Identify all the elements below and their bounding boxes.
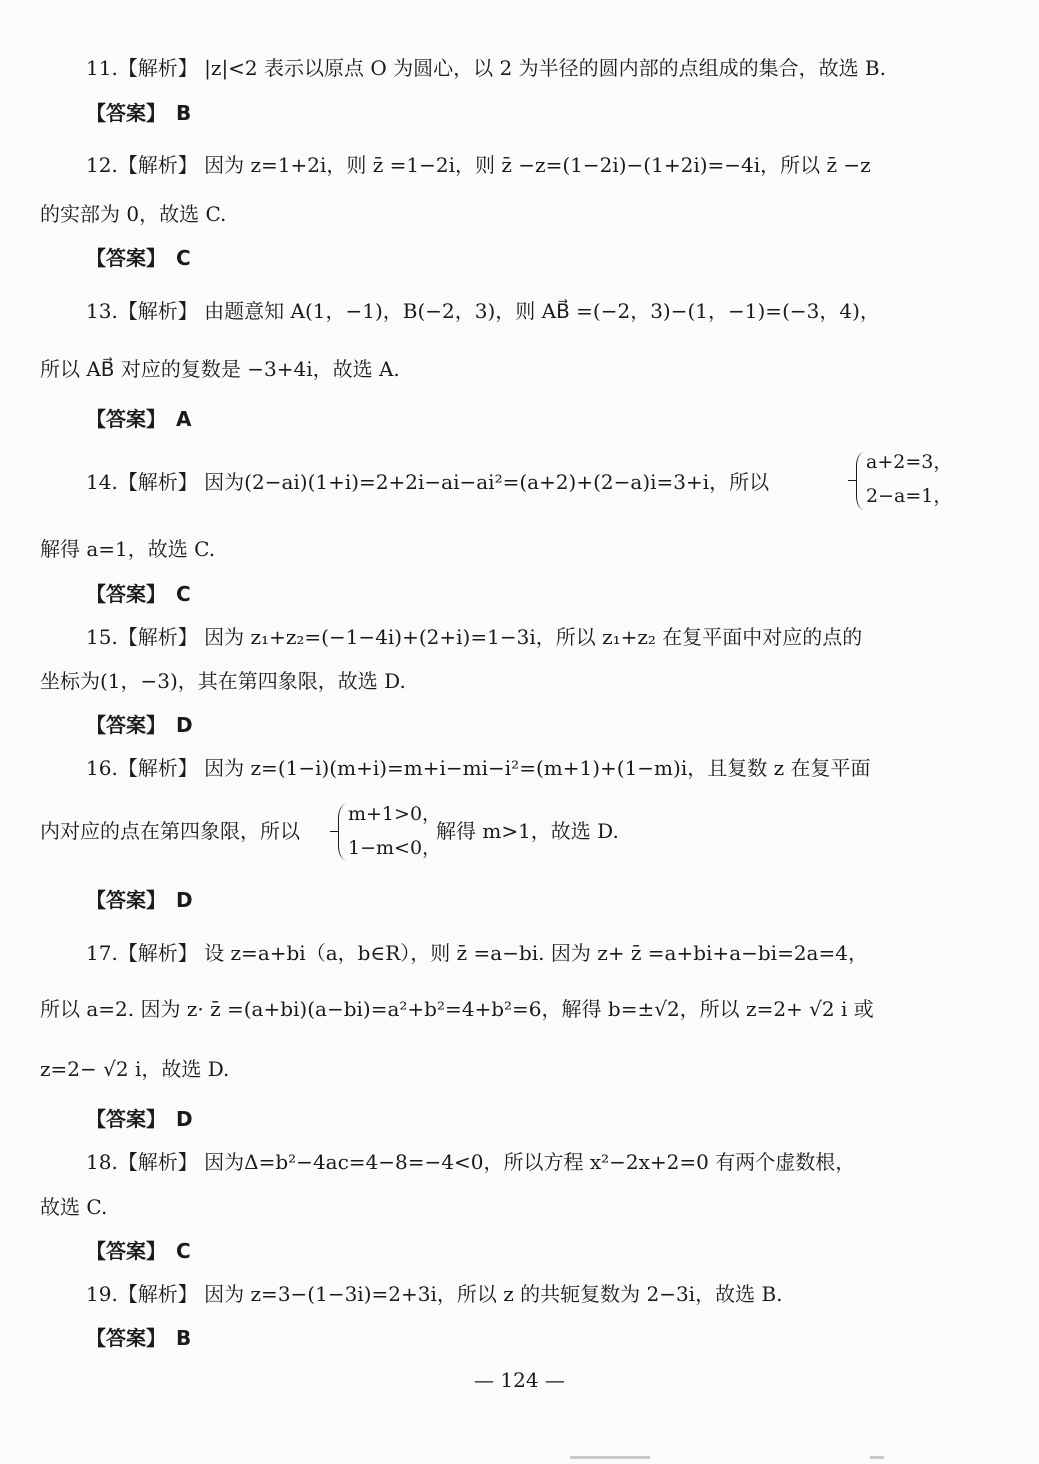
q17-line1: 17.【解析】 设 z=a+bi（a，b∈R），则 z̄ =a−bi. 因为 z+ z̄ =a+bi+a−bi=2a=4，	[86, 941, 868, 965]
q11-line1: 11.【解析】 |z|<2 表示以原点 O 为圆心，以 2 为半径的圆内部的点组成的集合，故选 B.	[86, 56, 886, 80]
q18-line2: 故选 C.	[40, 1195, 108, 1219]
q15-line2: 坐标为(1，−3)，其在第四象限，故选 D.	[40, 669, 406, 693]
q14-line1: 14.【解析】 因为(2−ai)(1+i)=2+2i−ai−ai²=(a+2)+(2−a)i=3+i，所以	[86, 470, 770, 494]
q16-line2-pre: 内对应的点在第四象限，所以	[40, 819, 300, 843]
page-number: — 124 —	[474, 1368, 565, 1392]
q13-line2: 所以 AB⃗ 对应的复数是 −3+4i，故选 A.	[40, 357, 400, 381]
q11-answer: 【答案】 B	[86, 101, 192, 125]
q17-answer: 【答案】 D	[86, 1107, 193, 1131]
q18-answer: 【答案】 C	[86, 1239, 191, 1263]
scan-artifact	[870, 1456, 884, 1459]
q17-line3: z=2− √2 i，故选 D.	[40, 1057, 230, 1081]
q14-system-brace	[856, 452, 865, 510]
q14-system-bottom: 2−a=1，	[866, 485, 953, 507]
q13-answer: 【答案】 A	[86, 407, 192, 431]
q15-line1: 15.【解析】 因为 z₁+z₂=(−1−4i)+(2+i)=1−3i，所以 z₁+z₂ 在复平面中对应的点的	[86, 625, 863, 649]
q19-line1: 19.【解析】 因为 z=3−(1−3i)=2+3i，所以 z 的共轭复数为 2−3i，故选 B.	[86, 1282, 783, 1306]
q13-line1: 13.【解析】 由题意知 A(1，−1)，B(−2，3)，则 AB⃗ =(−2，3)−(1，−1)=(−3，4)，	[86, 299, 880, 323]
q12-answer: 【答案】 C	[86, 246, 191, 270]
q19-answer: 【答案】 B	[86, 1326, 192, 1350]
q16-line2-post: 解得 m>1，故选 D.	[436, 819, 619, 843]
q16-system-bottom: 1−m<0，	[348, 837, 442, 859]
q14-system-top: a+2=3，	[866, 451, 953, 473]
q18-line1: 18.【解析】 因为Δ=b²−4ac=4−8=−4<0，所以方程 x²−2x+2=0 有两个虚数根，	[86, 1150, 856, 1174]
q16-answer: 【答案】 D	[86, 888, 193, 912]
q16-system-top: m+1>0，	[348, 803, 442, 825]
q12-line1: 12.【解析】 因为 z=1+2i，则 z̄ =1−2i，则 z̄ −z=(1−2i)−(1+2i)=−4i，所以 z̄ −z	[86, 153, 871, 177]
q16-system-brace	[338, 804, 347, 860]
q14-answer: 【答案】 C	[86, 582, 191, 606]
scan-artifact	[570, 1456, 650, 1459]
q14-line2: 解得 a=1，故选 C.	[40, 537, 216, 561]
q12-line2: 的实部为 0，故选 C.	[40, 202, 227, 226]
q15-answer: 【答案】 D	[86, 713, 193, 737]
q17-line2: 所以 a=2. 因为 z· z̄ =(a+bi)(a−bi)=a²+b²=4+b²=6，解得 b=±√2，所以 z=2+ √2 i 或	[40, 997, 874, 1021]
q16-line1: 16.【解析】 因为 z=(1−i)(m+i)=m+i−mi−i²=(m+1)+(1−m)i，且复数 z 在复平面	[86, 756, 871, 780]
